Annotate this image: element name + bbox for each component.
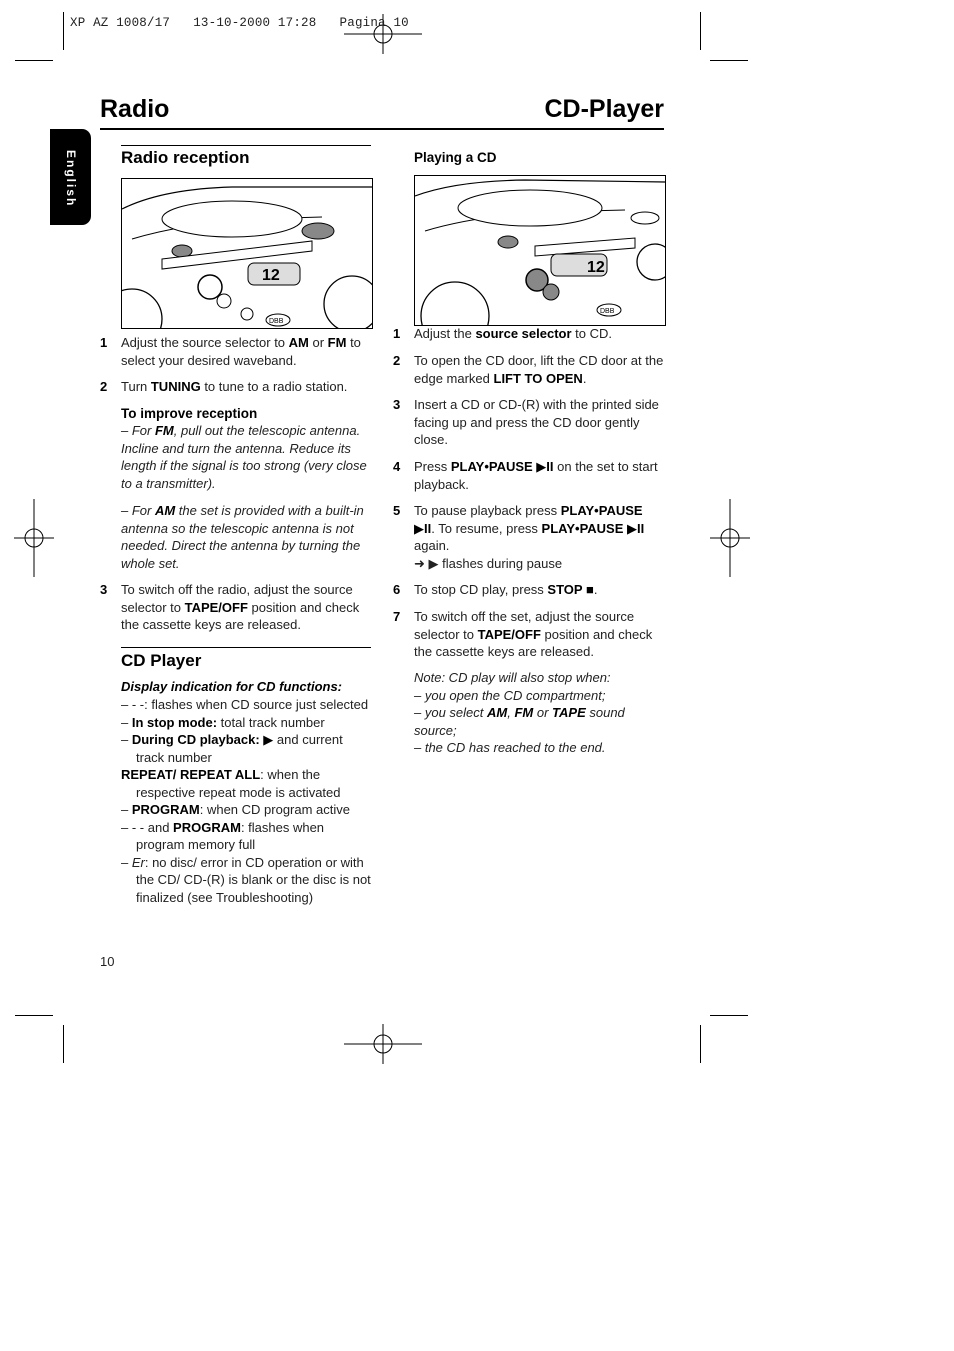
cdplayer-heading: CD Player [121,651,202,670]
note-line: – you open the CD compartment; [414,687,606,703]
section-rule [121,647,371,648]
step-number: 6 [393,582,401,597]
playing-heading: Playing a CD [414,150,497,165]
step-number: 5 [393,503,401,518]
crop-mark [15,60,53,61]
crop-mark [700,1025,701,1063]
registration-mark [14,499,54,577]
step-number: 3 [100,582,108,597]
playing-step-4: Press PLAY•PAUSE ▶II on the set to start playback. [414,459,658,492]
step-number: 3 [393,397,401,412]
list-item: – During CD playback: ▶ and current track number [121,732,343,765]
playing-step-6: To stop CD play, press STOP ■. [414,582,598,597]
step-number: 2 [100,379,108,394]
crop-mark [700,12,701,50]
page-number: 10 [100,954,115,969]
display-list [121,696,373,906]
radio-step-3: To switch off the radio, adjust the source selector to TAPE/OFF position and check the cassette keys are released. [121,582,360,632]
dbb-label: DBB [269,318,284,325]
cd-player-illustration [414,175,666,326]
crop-mark [710,60,748,61]
improve-heading: To improve reception [121,406,258,421]
page-title-left: Radio [100,95,170,123]
step-number: 7 [393,609,401,624]
step-number: 1 [393,326,401,341]
step-number: 4 [393,459,401,474]
registration-mark [710,499,750,577]
note-lead: Note: CD play will also stop when: [414,670,611,685]
crop-mark [63,12,64,50]
fm-note: – For FM, pull out the telescopic antenna. Incline and turn the antenna. Reduce its length if the signal is too strong (very close to a transmitter). [121,423,367,491]
pause-result: ➜ ▶ flashes during pause [414,555,563,571]
playing-step-2: To open the CD door, lift the CD door at the edge marked LIFT TO OPEN. [414,353,664,386]
dbb-label: DBB [600,308,615,315]
print-slug: XP AZ 1008/17 13-10-2000 17:28 Pagina 10 [70,16,409,30]
radio-step-1: Adjust the source selector to AM or FM to select your desired waveband. [121,335,361,368]
stop-note [414,669,666,757]
radio-display-digits: 12 [262,267,280,284]
playing-step-5: To pause playback press PLAY•PAUSE ▶II. To resume, press PLAY•PAUSE ▶II again. ➜ ▶ flashes during pause [414,502,666,572]
note-line: – the CD has reached to the end. [414,740,606,755]
playing-step-1: Adjust the source selector to CD. [414,326,613,341]
crop-mark [63,1025,64,1063]
registration-mark [344,1024,422,1064]
step-number: 1 [100,335,108,350]
list-item: – Er: no disc/ error in CD operation or with the CD/ CD-(R) is blank or the disc is not finalized (see Troubleshooting) [121,854,371,905]
list-item: REPEAT/ REPEAT ALL: when the respective repeat mode is activated [121,767,341,800]
list-item: – - - and PROGRAM: flashes when program memory full [121,819,325,852]
display-heading: Display indication for CD functions: [121,679,343,694]
list-item: – In stop mode: total track number [121,714,325,730]
crop-mark [15,1015,53,1016]
playing-step-3: Insert a CD or CD-(R) with the printed side facing up and press the CD door gently close. [414,397,659,447]
radio-step-2: Turn TUNING to tune to a radio station. [121,379,348,394]
title-rule [100,128,664,130]
list-item: – - -: flashes when CD source just selected [121,697,369,712]
section-rule [121,145,371,146]
page-title-right: CD-Player [544,95,664,123]
list-item: – PROGRAM: when CD program active [121,802,351,817]
radio-illustration [121,178,373,329]
language-tab-label: English [64,150,78,208]
cd-display-digits: 12 [587,259,605,276]
am-note: – For AM the set is provided with a built-in antenna so the telescopic antenna is not needed. Direct the antenna by turning the whole set. [121,503,364,571]
note-line: – you select AM, FM or TAPE sound source; [414,705,625,738]
radio-heading: Radio reception [121,148,250,167]
step-number: 2 [393,353,401,368]
crop-mark [710,1015,748,1016]
playing-step-7: To switch off the set, adjust the source selector to TAPE/OFF position and check the cassette keys are released. [414,609,653,659]
